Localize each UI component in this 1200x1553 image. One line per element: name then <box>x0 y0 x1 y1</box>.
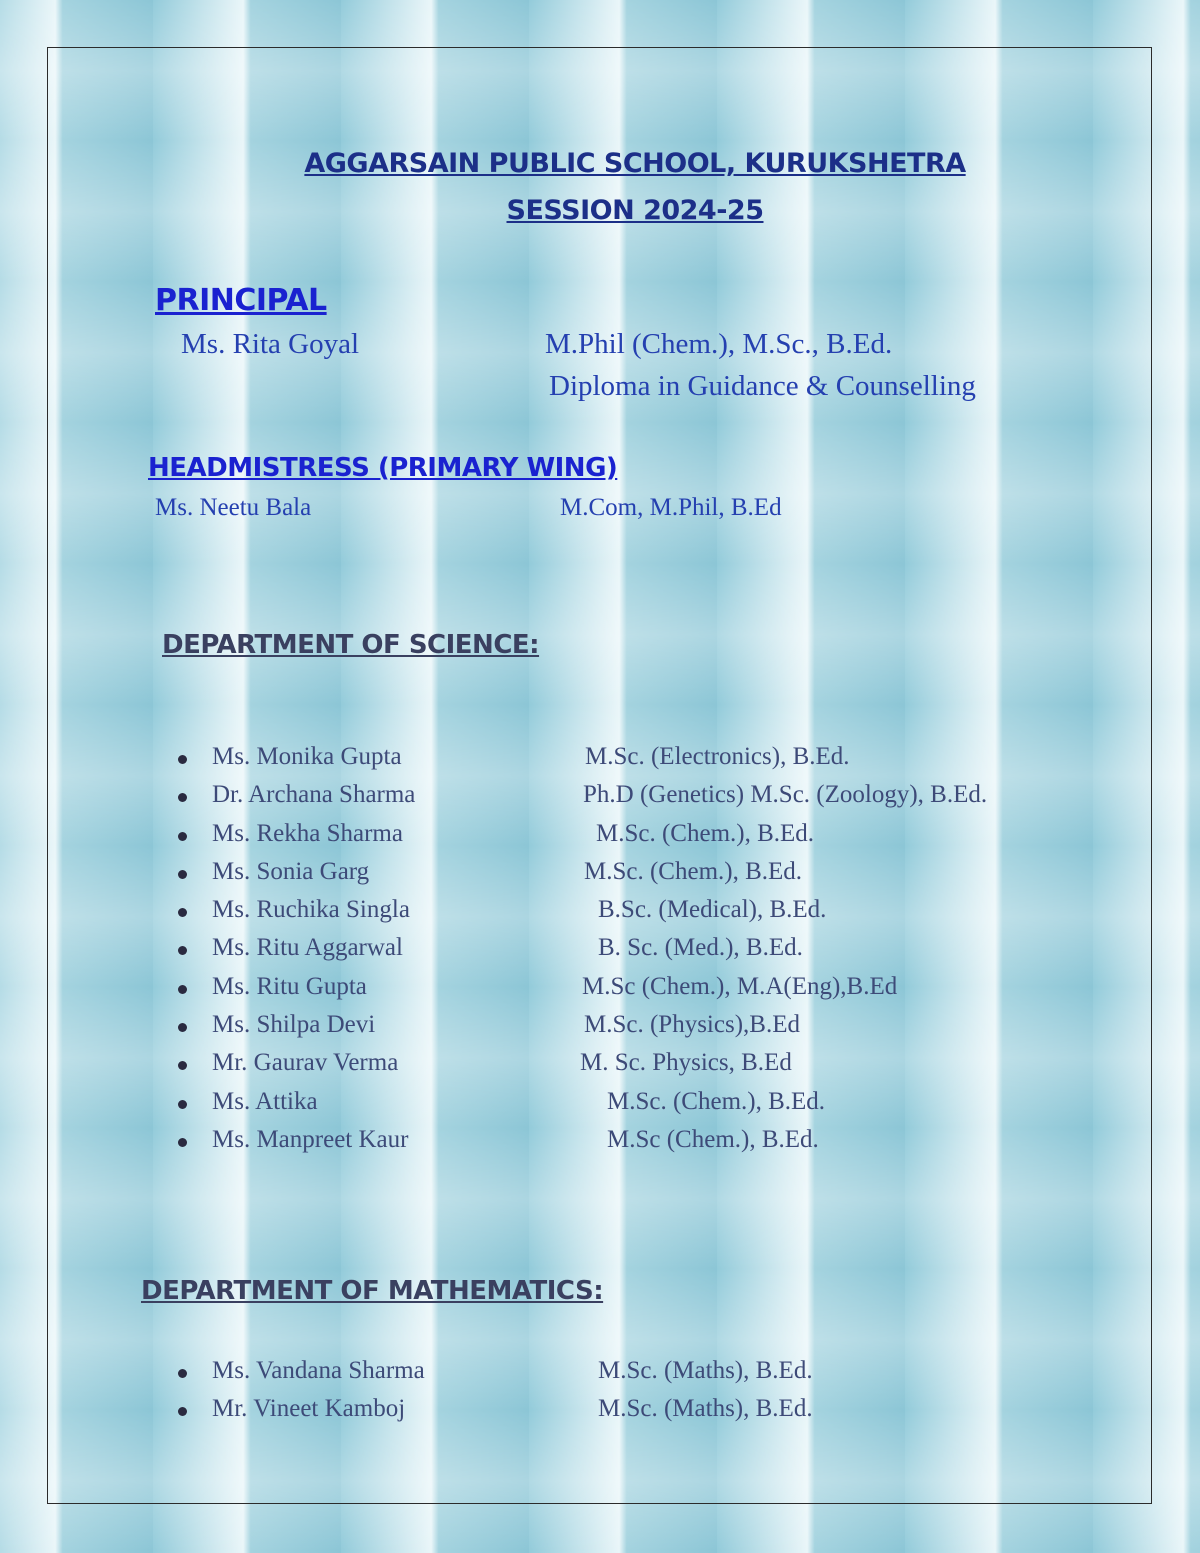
staff-qualification: M.Sc. (Chem.), B.Ed. <box>596 819 815 847</box>
staff-name: Dr. Archana Sharma <box>212 781 416 809</box>
staff-qualification: M.Sc. (Maths), B.Ed. <box>598 1357 813 1384</box>
staff-qualification: M.Sc. (Chem.), B.Ed. <box>584 857 803 885</box>
staff-qualification: M.Sc (Chem.), B.Ed. <box>607 1125 819 1153</box>
list-item <box>0 934 1200 972</box>
school-title: AGGARSAIN PUBLIC SCHOOL, KURUKSHETRA <box>304 148 966 179</box>
staff-name: Ms. Vandana Sharma <box>212 1357 425 1384</box>
principal-diploma: Diploma in Guidance & Counselling <box>549 370 976 402</box>
list-item <box>0 820 1200 858</box>
science-staff-list <box>0 743 1200 1164</box>
list-item <box>0 896 1200 934</box>
staff-name: Mr. Gaurav Verma <box>212 1049 399 1077</box>
staff-qualification: M.Sc. (Chem.), B.Ed. <box>607 1087 826 1115</box>
staff-name: Ms. Ritu Aggarwal <box>212 934 403 962</box>
bullet-icon <box>178 946 187 955</box>
staff-qualification: Ph.D (Genetics) M.Sc. (Zoology), B.Ed. <box>583 781 988 809</box>
principal-qualification: M.Phil (Chem.), M.Sc., B.Ed. <box>545 328 893 360</box>
bullet-icon <box>178 908 187 917</box>
list-item <box>0 1049 1200 1087</box>
staff-name: Ms. Attika <box>212 1087 318 1115</box>
headmistress-name: Ms. Neetu Bala <box>155 494 312 521</box>
list-item <box>0 781 1200 819</box>
staff-name: Ms. Sonia Garg <box>212 857 370 885</box>
staff-name: Mr. Vineet Kamboj <box>212 1395 406 1423</box>
list-item <box>0 1395 1200 1433</box>
list-item <box>0 1126 1200 1164</box>
list-item <box>0 858 1200 896</box>
staff-qualification: M.Sc. (Physics),B.Ed <box>584 1011 800 1039</box>
staff-name: Ms. Shilpa Devi <box>212 1011 376 1039</box>
bullet-icon <box>178 1023 187 1032</box>
headmistress-qualification: M.Com, M.Phil, B.Ed <box>560 494 782 521</box>
staff-name: Ms. Manpreet Kaur <box>212 1125 409 1153</box>
staff-qualification: M. Sc. Physics, B.Ed <box>580 1049 792 1077</box>
staff-qualification: M.Sc. (Maths), B.Ed. <box>598 1395 813 1423</box>
list-item <box>0 1088 1200 1126</box>
staff-qualification: M.Sc (Chem.), M.A(Eng),B.Ed <box>582 972 898 1000</box>
list-item <box>0 1011 1200 1049</box>
science-heading: DEPARTMENT OF SCIENCE: <box>162 630 540 660</box>
staff-qualification: B.Sc. (Medical), B.Ed. <box>598 896 827 924</box>
bullet-icon <box>178 1100 187 1109</box>
staff-name: Ms. Ritu Gupta <box>212 972 367 1000</box>
bullet-icon <box>178 1061 187 1070</box>
staff-name: Ms. Monika Gupta <box>212 743 402 770</box>
bullet-icon <box>178 1369 187 1378</box>
principal-heading: PRINCIPAL <box>155 283 327 318</box>
session-title: SESSION 2024-25 <box>506 195 764 226</box>
mathematics-staff-list <box>0 1357 1200 1434</box>
staff-name: Ms. Ruchika Singla <box>212 896 410 924</box>
bullet-icon <box>178 793 187 802</box>
bullet-icon <box>178 870 187 879</box>
headmistress-heading: HEADMISTRESS (PRIMARY WING) <box>148 453 618 483</box>
principal-name: Ms. Rita Goyal <box>181 328 360 360</box>
list-item <box>0 743 1200 781</box>
staff-qualification: M.Sc. (Electronics), B.Ed. <box>585 743 850 770</box>
staff-name: Ms. Rekha Sharma <box>212 819 403 847</box>
bullet-icon <box>178 755 187 764</box>
bullet-icon <box>178 1138 187 1147</box>
bullet-icon <box>178 832 187 841</box>
bullet-icon <box>178 985 187 994</box>
mathematics-heading: DEPARTMENT OF MATHEMATICS: <box>141 1276 604 1306</box>
list-item <box>0 973 1200 1011</box>
list-item <box>0 1357 1200 1395</box>
staff-qualification: B. Sc. (Med.), B.Ed. <box>598 934 803 962</box>
bullet-icon <box>178 1407 187 1416</box>
